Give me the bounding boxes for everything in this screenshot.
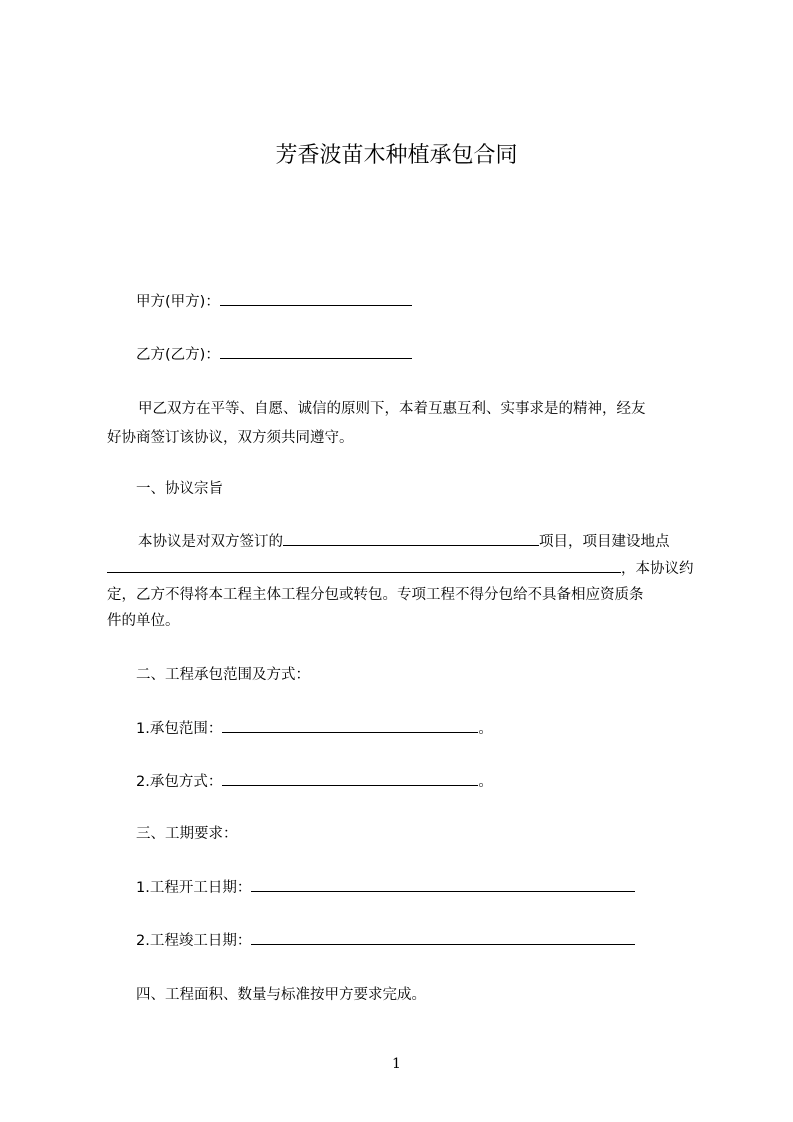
scope-label: 1.承包范围： xyxy=(136,721,223,737)
start-date-blank xyxy=(251,876,635,892)
intro-line-2: 好协商签订该协议，双方须共同遵守。 xyxy=(107,430,354,446)
document-title: 芳香波苗木种植承包合同 xyxy=(275,143,518,168)
end-date-label: 2.工程竣工日期： xyxy=(136,933,252,949)
party-a-blank xyxy=(220,290,412,306)
s1-line-4: 件的单位。 xyxy=(107,613,180,629)
scope-blank xyxy=(222,717,478,733)
party-b-line xyxy=(136,343,412,366)
party-a-label: 甲方(甲方)： xyxy=(136,294,220,310)
s1-line-1-text-a: 本协议是对双方签订的 xyxy=(138,534,283,550)
intro-line-1: 甲乙双方在平等、自愿、诚信的原则下，本着互惠互利、实事求是的精神，经友 xyxy=(138,401,646,417)
project-name-blank xyxy=(283,530,539,546)
scope-end: 。 xyxy=(478,721,493,737)
party-b-blank xyxy=(220,343,412,359)
start-date-label: 1.工程开工日期： xyxy=(136,880,252,896)
s1-line-1 xyxy=(138,530,670,553)
section-3-heading: 三、工期要求： xyxy=(136,826,238,842)
section-1-heading: 一、协议宗旨 xyxy=(136,481,223,497)
section-4-heading: 四、工程面积、数量与标准按甲方要求完成。 xyxy=(136,987,426,1003)
method-end: 。 xyxy=(478,774,493,790)
section-2-heading: 二、工程承包范围及方式： xyxy=(136,667,310,683)
end-date-blank xyxy=(251,929,635,945)
end-date-line xyxy=(136,929,635,952)
page-number: 1 xyxy=(392,1056,401,1072)
s1-line-3: 定，乙方不得将本工程主体工程分包或转包。专项工程不得分包给不具备相应资质条 xyxy=(107,587,644,603)
party-a-line xyxy=(136,290,412,313)
method-blank xyxy=(222,770,478,786)
party-b-label: 乙方(乙方)： xyxy=(136,347,220,363)
s1-line-1-text-b: 项目，项目建设地点 xyxy=(539,534,670,550)
project-location-blank xyxy=(107,557,621,573)
method-label: 2.承包方式： xyxy=(136,774,223,790)
scope-line xyxy=(136,717,493,740)
start-date-line xyxy=(136,876,635,899)
s1-line-2-text: ，本协议约 xyxy=(621,561,694,577)
method-line xyxy=(136,770,493,793)
s1-line-2 xyxy=(107,557,694,580)
